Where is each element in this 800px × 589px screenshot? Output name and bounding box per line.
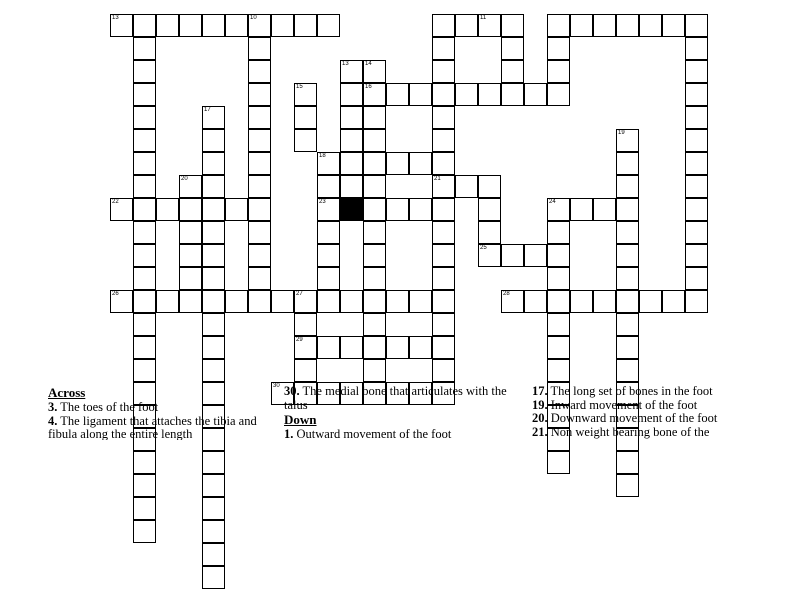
crossword-cell[interactable]: [363, 60, 386, 83]
crossword-cell[interactable]: [133, 520, 156, 543]
clue-number: 30.: [284, 385, 300, 398]
cell-number: 27: [296, 291, 303, 297]
crossword-cell[interactable]: [133, 14, 156, 37]
crossword-cell[interactable]: [547, 313, 570, 336]
crossword-cell[interactable]: [570, 198, 593, 221]
crossword-cell[interactable]: [547, 14, 570, 37]
crossword-cell[interactable]: [616, 221, 639, 244]
clue-text: Inward movement of the foot: [550, 397, 698, 412]
crossword-cell[interactable]: [685, 198, 708, 221]
crossword-cell[interactable]: [294, 106, 317, 129]
crossword-cell[interactable]: [616, 129, 639, 152]
crossword-cell[interactable]: [547, 83, 570, 106]
crossword-cell[interactable]: [225, 290, 248, 313]
crossword-cell[interactable]: [363, 313, 386, 336]
clue-text: Non weight bearing bone of the: [550, 424, 710, 439]
crossword-cell[interactable]: [363, 290, 386, 313]
crossword-cell[interactable]: [432, 359, 455, 382]
crossword-cell[interactable]: [133, 129, 156, 152]
crossword-cell[interactable]: [455, 83, 478, 106]
crossword-cell[interactable]: [685, 37, 708, 60]
clue-text: The long set of bones in the foot: [550, 385, 713, 398]
clues-column-2: [284, 385, 524, 440]
crossword-cell[interactable]: [179, 175, 202, 198]
clue-number: 21.: [532, 424, 548, 439]
clue-number: 1.: [284, 427, 294, 440]
crossword-cell[interactable]: [133, 106, 156, 129]
crossword-cell[interactable]: [317, 152, 340, 175]
crossword-cell[interactable]: [133, 198, 156, 221]
crossword-cell[interactable]: [386, 152, 409, 175]
crossword-cell[interactable]: [616, 336, 639, 359]
crossword-cell[interactable]: [662, 290, 685, 313]
crossword-cell[interactable]: [432, 106, 455, 129]
crossword-cell[interactable]: [202, 267, 225, 290]
crossword-cell[interactable]: [133, 60, 156, 83]
crossword-cell[interactable]: [133, 336, 156, 359]
down-heading: Down: [284, 412, 317, 427]
crossword-cell[interactable]: [294, 290, 317, 313]
crossword-cell[interactable]: [294, 129, 317, 152]
crossword-cell[interactable]: [616, 313, 639, 336]
crossword-cell[interactable]: [202, 336, 225, 359]
crossword-cell[interactable]: [340, 336, 363, 359]
clue-item: [48, 415, 272, 441]
cell-number: 30: [273, 383, 280, 389]
clue-text: Downward movement of the foot: [550, 411, 718, 425]
crossword-cell[interactable]: [501, 290, 524, 313]
crossword-cell[interactable]: [133, 244, 156, 267]
crossword-cell[interactable]: [685, 267, 708, 290]
crossword-cell[interactable]: [547, 451, 570, 474]
crossword-cell[interactable]: [616, 175, 639, 198]
crossword-cell[interactable]: [340, 290, 363, 313]
crossword-cell[interactable]: [202, 244, 225, 267]
crossword-cell[interactable]: [294, 83, 317, 106]
clue-number: 3.: [48, 400, 58, 414]
crossword-cell[interactable]: [202, 175, 225, 198]
crossword-cell[interactable]: [386, 198, 409, 221]
crossword-cell[interactable]: [363, 244, 386, 267]
clues-column-1: [48, 385, 280, 440]
clue-item: [48, 401, 272, 415]
crossword-cell[interactable]: [478, 175, 501, 198]
crossword-cell[interactable]: [501, 83, 524, 106]
crossword-cell[interactable]: [432, 152, 455, 175]
crossword-cell[interactable]: [133, 290, 156, 313]
crossword-cell[interactable]: [363, 83, 386, 106]
crossword-cell[interactable]: [202, 290, 225, 313]
crossword-cell[interactable]: [432, 290, 455, 313]
clues-section: [0, 385, 800, 440]
crossword-cell[interactable]: [685, 83, 708, 106]
crossword-cell[interactable]: [478, 83, 501, 106]
clue-item: [532, 399, 784, 413]
clue-text: The ligament that attaches the tibia and fibula along the entire length: [48, 413, 257, 440]
crossword-cell[interactable]: [478, 14, 501, 37]
cell-number: 14: [365, 61, 372, 67]
cell-number: 17: [204, 107, 211, 113]
crossword-cell[interactable]: [179, 290, 202, 313]
clue-item: [532, 412, 784, 426]
crossword-cell[interactable]: [432, 14, 455, 37]
clue-item: [284, 428, 516, 440]
crossword-cell[interactable]: [317, 244, 340, 267]
crossword-cell[interactable]: [156, 14, 179, 37]
crossword-cell[interactable]: [409, 290, 432, 313]
crossword-cell[interactable]: [363, 152, 386, 175]
cell-number: 13: [112, 15, 119, 21]
crossword-cell[interactable]: [317, 221, 340, 244]
clue-text: Outward movement of the foot: [296, 427, 452, 440]
crossword-cell[interactable]: [248, 60, 271, 83]
crossword-cell[interactable]: [616, 198, 639, 221]
cell-number: 16: [365, 84, 372, 90]
crossword-cell[interactable]: [616, 244, 639, 267]
clue-number: 20.: [532, 411, 548, 425]
crossword-cell[interactable]: [547, 244, 570, 267]
cell-number: 10: [250, 15, 257, 21]
crossword-cell[interactable]: [432, 37, 455, 60]
crossword-cell[interactable]: [340, 152, 363, 175]
cell-number: 22: [112, 199, 119, 205]
crossword-cell[interactable]: [524, 244, 547, 267]
crossword-cell[interactable]: [685, 152, 708, 175]
crossword-cell[interactable]: [409, 198, 432, 221]
crossword-cell[interactable]: [432, 221, 455, 244]
crossword-cell[interactable]: [110, 198, 133, 221]
crossword-cell[interactable]: [202, 14, 225, 37]
crossword-cell[interactable]: [248, 129, 271, 152]
crossword-cell[interactable]: [248, 14, 271, 37]
crossword-cell[interactable]: [133, 37, 156, 60]
crossword-cell[interactable]: [363, 129, 386, 152]
crossword-cell[interactable]: [133, 313, 156, 336]
crossword-cell[interactable]: [593, 290, 616, 313]
crossword-cell[interactable]: [432, 129, 455, 152]
crossword-cell[interactable]: [133, 221, 156, 244]
crossword-cell[interactable]: [685, 60, 708, 83]
crossword-cell[interactable]: [248, 244, 271, 267]
crossword-cell[interactable]: [524, 290, 547, 313]
clue-item: [284, 385, 516, 412]
crossword-cell[interactable]: [202, 520, 225, 543]
crossword-cell[interactable]: [639, 290, 662, 313]
crossword-cell[interactable]: [202, 359, 225, 382]
crossword-cell[interactable]: [317, 336, 340, 359]
crossword-cell[interactable]: [478, 221, 501, 244]
crossword-cell[interactable]: [133, 267, 156, 290]
crossword-cell[interactable]: [639, 14, 662, 37]
clue-item: [532, 385, 784, 399]
crossword-cell[interactable]: [294, 14, 317, 37]
crossword-cell[interactable]: [248, 198, 271, 221]
cell-number: 24: [549, 199, 556, 205]
crossword-cell[interactable]: [317, 267, 340, 290]
crossword-cell[interactable]: [409, 152, 432, 175]
cell-number: 26: [112, 291, 119, 297]
crossword-cell[interactable]: [616, 152, 639, 175]
crossword-cell[interactable]: [340, 129, 363, 152]
crossword-cell[interactable]: [340, 83, 363, 106]
crossword-cell[interactable]: [501, 244, 524, 267]
cell-number: 21: [434, 176, 441, 182]
crossword-cell[interactable]: [662, 14, 685, 37]
crossword-cell[interactable]: [478, 244, 501, 267]
cell-number: 18: [319, 153, 326, 159]
crossword-cell[interactable]: [547, 198, 570, 221]
crossword-cell[interactable]: [179, 221, 202, 244]
crossword-cell[interactable]: [340, 60, 363, 83]
crossword-cell[interactable]: [432, 198, 455, 221]
crossword-cell[interactable]: [478, 198, 501, 221]
crossword-cell[interactable]: [363, 106, 386, 129]
cell-number: 15: [296, 84, 303, 90]
crossword-cell[interactable]: [386, 336, 409, 359]
crossword-cell[interactable]: [248, 152, 271, 175]
clues-column-3: [532, 385, 792, 440]
crossword-cell[interactable]: [133, 474, 156, 497]
crossword-cell[interactable]: [616, 474, 639, 497]
crossword-cell[interactable]: [156, 198, 179, 221]
crossword-cell[interactable]: [156, 290, 179, 313]
crossword-cell[interactable]: [225, 14, 248, 37]
crossword-cell[interactable]: [248, 106, 271, 129]
crossword-cell[interactable]: [432, 336, 455, 359]
cell-number: 29: [296, 337, 303, 343]
crossword-cell-blocked: [340, 198, 363, 221]
crossword-cell[interactable]: [363, 359, 386, 382]
crossword-cell[interactable]: [432, 267, 455, 290]
crossword-cell[interactable]: [133, 359, 156, 382]
crossword-cell[interactable]: [110, 14, 133, 37]
crossword-cell[interactable]: [202, 313, 225, 336]
cell-number: 11: [480, 15, 487, 21]
crossword-cell[interactable]: [685, 129, 708, 152]
crossword-cell[interactable]: [202, 129, 225, 152]
crossword-cell[interactable]: [685, 290, 708, 313]
crossword-cell[interactable]: [202, 198, 225, 221]
crossword-cell[interactable]: [616, 290, 639, 313]
crossword-cell[interactable]: [340, 106, 363, 129]
clue-item: [532, 426, 784, 440]
crossword-cell[interactable]: [409, 336, 432, 359]
cell-number: 13: [342, 61, 349, 67]
crossword-cell[interactable]: [616, 359, 639, 382]
crossword-cell[interactable]: [133, 152, 156, 175]
crossword-cell[interactable]: [110, 290, 133, 313]
crossword-cell[interactable]: [271, 290, 294, 313]
crossword-cell[interactable]: [386, 290, 409, 313]
crossword-cell[interactable]: [202, 152, 225, 175]
crossword-cell[interactable]: [248, 267, 271, 290]
crossword-cell[interactable]: [501, 37, 524, 60]
crossword-cell[interactable]: [179, 267, 202, 290]
clue-text: The medial bone that articulates with the talus: [284, 385, 507, 412]
crossword-cell[interactable]: [202, 497, 225, 520]
crossword-cell[interactable]: [363, 336, 386, 359]
crossword-cell[interactable]: [616, 267, 639, 290]
across-heading: Across: [48, 385, 86, 400]
crossword-cell[interactable]: [547, 37, 570, 60]
crossword-cell[interactable]: [248, 175, 271, 198]
crossword-cell[interactable]: [547, 290, 570, 313]
crossword-cell[interactable]: [685, 244, 708, 267]
crossword-cell[interactable]: [202, 451, 225, 474]
crossword-cell[interactable]: [202, 474, 225, 497]
crossword-cell[interactable]: [317, 198, 340, 221]
crossword-cell[interactable]: [547, 336, 570, 359]
crossword-cell[interactable]: [570, 14, 593, 37]
crossword-cell[interactable]: [248, 83, 271, 106]
clue-number: 19.: [532, 397, 548, 412]
crossword-cell[interactable]: [432, 244, 455, 267]
clue-number: 17.: [532, 385, 548, 398]
crossword-cell[interactable]: [432, 60, 455, 83]
crossword-cell[interactable]: [363, 175, 386, 198]
crossword-cell[interactable]: [340, 175, 363, 198]
crossword-cell[interactable]: [179, 14, 202, 37]
crossword-cell[interactable]: [432, 313, 455, 336]
crossword-cell[interactable]: [271, 14, 294, 37]
crossword-cell[interactable]: [547, 267, 570, 290]
crossword-cell[interactable]: [547, 60, 570, 83]
crossword-cell[interactable]: [593, 14, 616, 37]
crossword-cell[interactable]: [294, 359, 317, 382]
crossword-cell[interactable]: [202, 566, 225, 589]
crossword-cell[interactable]: [248, 290, 271, 313]
crossword-cell[interactable]: [501, 14, 524, 37]
crossword-cell[interactable]: [685, 106, 708, 129]
crossword-cell[interactable]: [524, 83, 547, 106]
crossword-cell[interactable]: [685, 14, 708, 37]
cell-number: 19: [618, 130, 625, 136]
crossword-cell[interactable]: [685, 175, 708, 198]
crossword-cell[interactable]: [455, 14, 478, 37]
crossword-cell[interactable]: [133, 175, 156, 198]
crossword-cell[interactable]: [616, 451, 639, 474]
crossword-cell[interactable]: [455, 175, 478, 198]
clue-text: The toes of the foot: [60, 400, 159, 414]
crossword-cell[interactable]: [202, 106, 225, 129]
crossword-cell[interactable]: [363, 198, 386, 221]
crossword-cell[interactable]: [432, 175, 455, 198]
crossword-cell[interactable]: [317, 175, 340, 198]
crossword-cell[interactable]: [133, 451, 156, 474]
cell-number: 20: [181, 176, 188, 182]
crossword-cell[interactable]: [409, 83, 432, 106]
crossword-cell[interactable]: [547, 221, 570, 244]
crossword-cell[interactable]: [593, 198, 616, 221]
crossword-cell[interactable]: [386, 83, 409, 106]
crossword-cell[interactable]: [616, 14, 639, 37]
crossword-cell[interactable]: [133, 497, 156, 520]
crossword-cell[interactable]: [685, 221, 708, 244]
cell-number: 23: [319, 199, 326, 205]
crossword-cell[interactable]: [179, 244, 202, 267]
crossword-cell[interactable]: [248, 37, 271, 60]
cell-number: 28: [503, 291, 510, 297]
crossword-cell[interactable]: [363, 267, 386, 290]
crossword-cell[interactable]: [547, 359, 570, 382]
crossword-cell[interactable]: [202, 543, 225, 566]
crossword-cell[interactable]: [317, 290, 340, 313]
cell-number: 25: [480, 245, 487, 251]
crossword-cell[interactable]: [202, 221, 225, 244]
clue-number: 4.: [48, 413, 58, 428]
crossword-cell[interactable]: [432, 83, 455, 106]
crossword-cell[interactable]: [225, 198, 248, 221]
crossword-cell[interactable]: [294, 336, 317, 359]
crossword-cell[interactable]: [363, 221, 386, 244]
crossword-cell[interactable]: [133, 83, 156, 106]
crossword-cell[interactable]: [501, 60, 524, 83]
crossword-cell[interactable]: [294, 313, 317, 336]
crossword-cell[interactable]: [179, 198, 202, 221]
crossword-cell[interactable]: [570, 290, 593, 313]
crossword-cell[interactable]: [317, 14, 340, 37]
crossword-cell[interactable]: [248, 221, 271, 244]
